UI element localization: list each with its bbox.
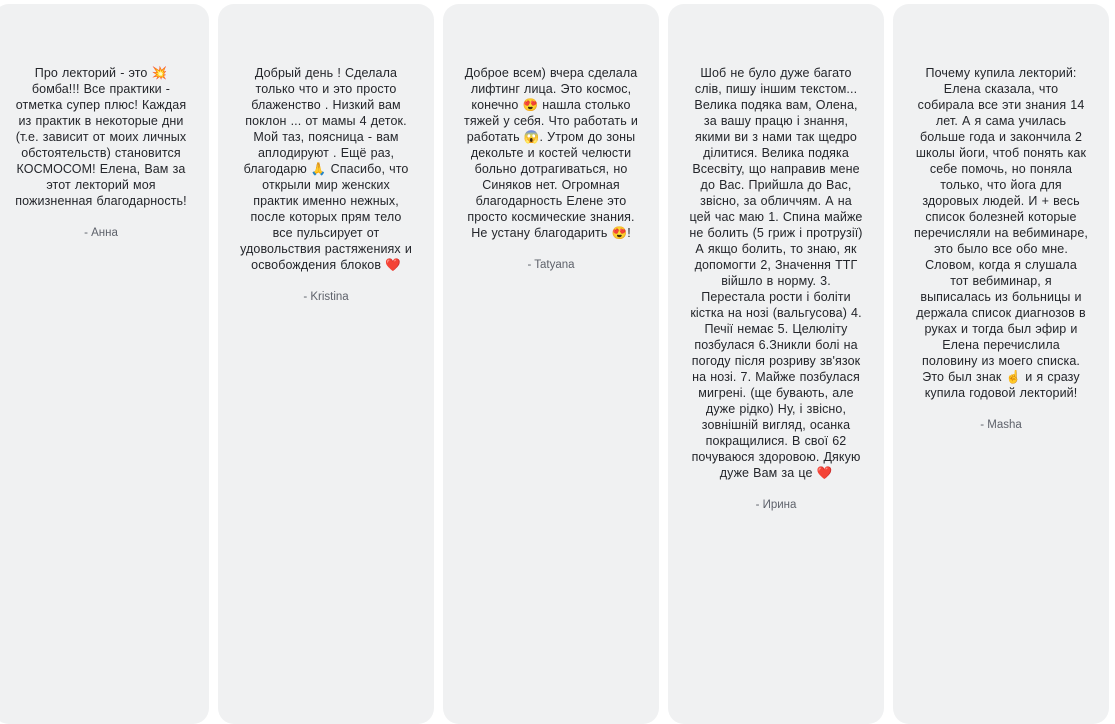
testimonial-author: - Ирина [755, 499, 797, 511]
testimonial-card-4 [668, 4, 884, 724]
testimonial-card-5 [893, 4, 1109, 724]
testimonial-card-2 [218, 4, 434, 724]
testimonial-text: Про лекторий - это 💥 бомба!!! Все практики - отметка супер плюс! Каждая из практик в некоторые дни (т.е. зависит от моих личных обстоятельств) становится КОСМОСОМ! Елена, Вам за этот лекторий моя пожизненная благодарность! [15, 66, 187, 208]
testimonial-text: Добрый день ! Сделала только что и это просто блаженство . Низкий вам поклон ... от мамы 4 деток. Мой таз, поясница - вам аплодируют . Ещё раз, благодарю 🙏 Спасибо, что открыли мир женских практик именно нежных, после которых прям тело все пульсирует от удовольствия растяжениях и освобождения блоков ❤️ [240, 66, 412, 272]
testimonials-carousel-track[interactable] [0, 4, 1109, 724]
testimonial-author: - Анна [84, 227, 118, 239]
testimonial-text: Шоб не було дуже багато слів, пишу іншим текстом... Велика подяка вам, Олена, за вашу працю і знання, якими ви з нами так щедро ділитися. Велика подяка Всесвіту, що направив мене до Вас. Прийшла до Вас, звісно, за обличчям. А на цей час маю 1. Спина майже не болить (5 гриж і протрузії) А якщо болить, то знаю, як допомогти 2, Значення ТТГ війшло в норму. 3. Перестала рости і боліти кістка на нозі (вальгусова) 4. Печії немає 5. Целюліту позбулася 6.Зникли болі на погоду після розриву зв'язок на нозі. 7. Майже позбулася мигрені. (ще бувають, але дуже рідко) Ну, і звісно, зовнішній вигляд, осанка покращилися. В свої 62 почуваюся здоровою. Дякую дуже Вам за це ❤️ [689, 66, 863, 480]
testimonial-card-3 [443, 4, 659, 724]
testimonial-author: - Tatyana [527, 259, 575, 271]
testimonial-author: - Masha [980, 419, 1022, 431]
testimonial-card-1 [0, 4, 209, 724]
testimonial-text: Доброе всем) вчера сделала лифтинг лица. Это космос, конечно 😍 нашла столько тяжей у себя. Что работать и работать 😱. Утром до зоны декольте и костей челюсти больно дотрагиваться, но Синяков нет. Огромная благодарность Елене это просто космические знания. Не устану благодарить 😍! [464, 66, 638, 240]
testimonial-author: - Kristina [303, 291, 349, 303]
testimonial-text: Почему купила лекторий: Елена сказала, что собирала все эти знания 14 лет. А я сама училась больше года и закончила 2 школы йоги, чтоб понять как себе помочь, но поняла только, что йога для здоровых людей. И + весь список болезней которые перечисляли на вебиминаре, это было все обо мне. Словом, когда я слушала тот вебиминар, я выписалась из больницы и держала список диагнозов в руках и тогда был эфир и Елена перечислила половину из моего списка. Это был знак ☝️ и я сразу купила годовой лекторий! [914, 66, 1088, 400]
